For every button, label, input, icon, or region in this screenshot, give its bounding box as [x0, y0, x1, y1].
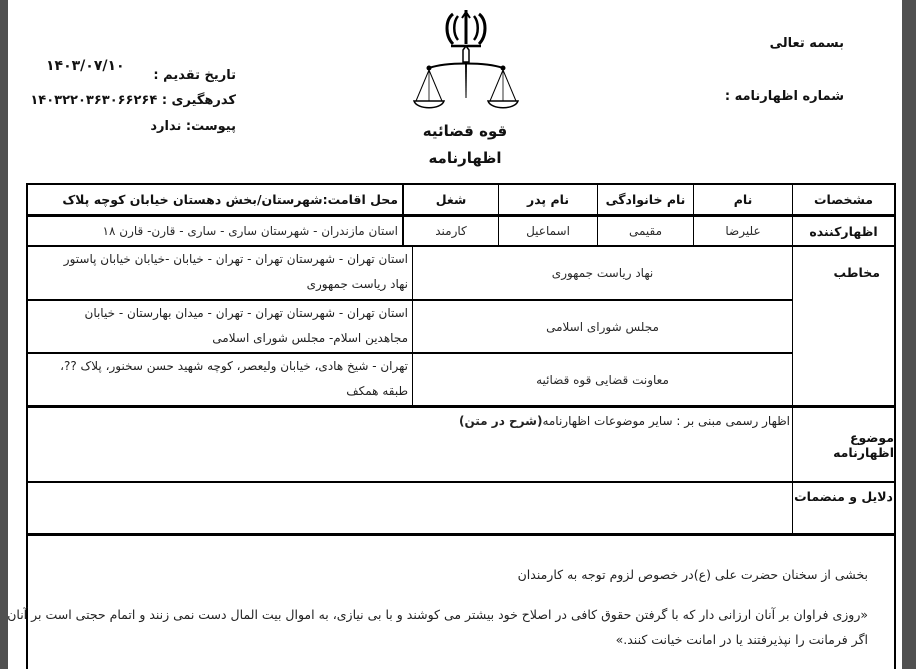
declarant-father-name: اسماعیل	[526, 224, 570, 238]
submission-date-value: ۱۴۰۳/۰۷/۱۰	[46, 58, 125, 74]
recipient-name: معاونت قضایی قوه قضائیه	[536, 372, 669, 387]
document-page	[8, 0, 902, 669]
declarant-label: اظهارکننده	[809, 223, 878, 239]
evidence-row-rule	[26, 533, 896, 536]
recipient-address-line-2: طبقه همکف	[346, 384, 408, 398]
evidence-label: دلایل و منضمات	[794, 488, 893, 504]
recipient-address-line-1: استان تهران - شهرستان تهران - تهران - خیابان -خیابان خیابان پاستور	[63, 252, 408, 266]
declarant-residence: استان مازندران - شهرستان ساری - ساری - قارن- قارن ۱۸	[102, 224, 398, 238]
subject-text	[459, 414, 790, 428]
declarant-first-name: علیرضا	[725, 224, 761, 238]
col-header-first-name: نام	[733, 191, 753, 207]
subject-text-bold: (شرح در متن)	[459, 414, 543, 428]
table-border-right	[894, 183, 896, 669]
organization-name: قوه قضائیه	[422, 122, 508, 140]
tracking-code-label: کدرهگیری :	[161, 93, 236, 108]
body-line-3: اگر فرمانت را نپذیرفتند یا در امانت خیانت کنند.»	[615, 632, 868, 647]
viewer-frame-right	[902, 0, 916, 669]
col-header-occupation: شغل	[435, 191, 467, 207]
subject-label: موضوع اظهارنامه	[833, 429, 894, 460]
recipient-address-line-1: استان تهران - شهرستان تهران - تهران - میدان بهارستان - خیابان	[84, 306, 408, 320]
recipient-address	[28, 354, 412, 405]
subject-row-rule	[26, 481, 896, 483]
emblem-top	[447, 10, 485, 46]
recipient-address	[28, 301, 412, 352]
declarant-occupation: کارمند	[435, 224, 467, 238]
recipient-name: مجلس شورای اسلامی	[546, 319, 659, 334]
col-header-father-name: نام پدر	[527, 191, 570, 207]
submission-date-label: تاریخ تقدیم :	[153, 68, 236, 83]
judiciary-emblem-icon	[401, 6, 531, 121]
declaration-number-label: شماره اظهارنامه :	[724, 89, 844, 104]
col-header-specifications: مشخصات	[813, 191, 874, 207]
viewer-frame-left	[0, 0, 8, 669]
recipient-name: نهاد ریاست جمهوری	[551, 266, 654, 280]
body-line-1: بخشی از سخنان حضرت علی (ع)در خصوص لزوم توجه به کارمندان	[517, 567, 868, 582]
recipient-address-line-1: تهران - شیخ هادی، خیابان ولیعصر، کوچه شهید حسن سخنور، پلاک ??،	[60, 359, 408, 373]
attachment-row	[150, 119, 236, 134]
bismillah-heading: بسمه تعالی	[769, 36, 844, 51]
subject-text-main: اظهار رسمی مبنی بر : سایر موضوعات اظهارنامه	[542, 414, 790, 428]
attachment-value: ندارد	[150, 119, 182, 134]
recipient-address-line-2: نهاد ریاست جمهوری	[306, 277, 408, 291]
recipient-address	[28, 247, 412, 299]
addressee-row-rule	[26, 405, 896, 408]
col-header-residence: محل اقامت:شهرستان/بخش دهستان خیابان کوچه پلاک	[62, 191, 398, 207]
declarant-last-name: مقیمی	[628, 224, 663, 238]
tracking-code-row	[30, 93, 236, 108]
recipient-address-line-2: مجاهدین اسلام- مجلس شورای اسلامی	[212, 331, 408, 345]
attachment-label: پیوست:	[185, 119, 236, 134]
tracking-code-value: ۱۴۰۳۲۲۰۳۶۳۰۶۶۲۶۴	[30, 93, 158, 108]
addressee-label: مخاطب	[833, 264, 880, 280]
col-header-last-name: نام خانوادگی	[605, 191, 686, 207]
body-line-2: «روزی فراوان بر آنان ارزانی دار که با گرفتن حقوق کافی در اصلاح خود بیشتر می کوشند و با بی نیازی، به اموال بیت المال دست نمی زنند و اتمام حجتی است بر آنان	[7, 607, 868, 622]
document-title: اظهارنامه	[428, 149, 502, 167]
